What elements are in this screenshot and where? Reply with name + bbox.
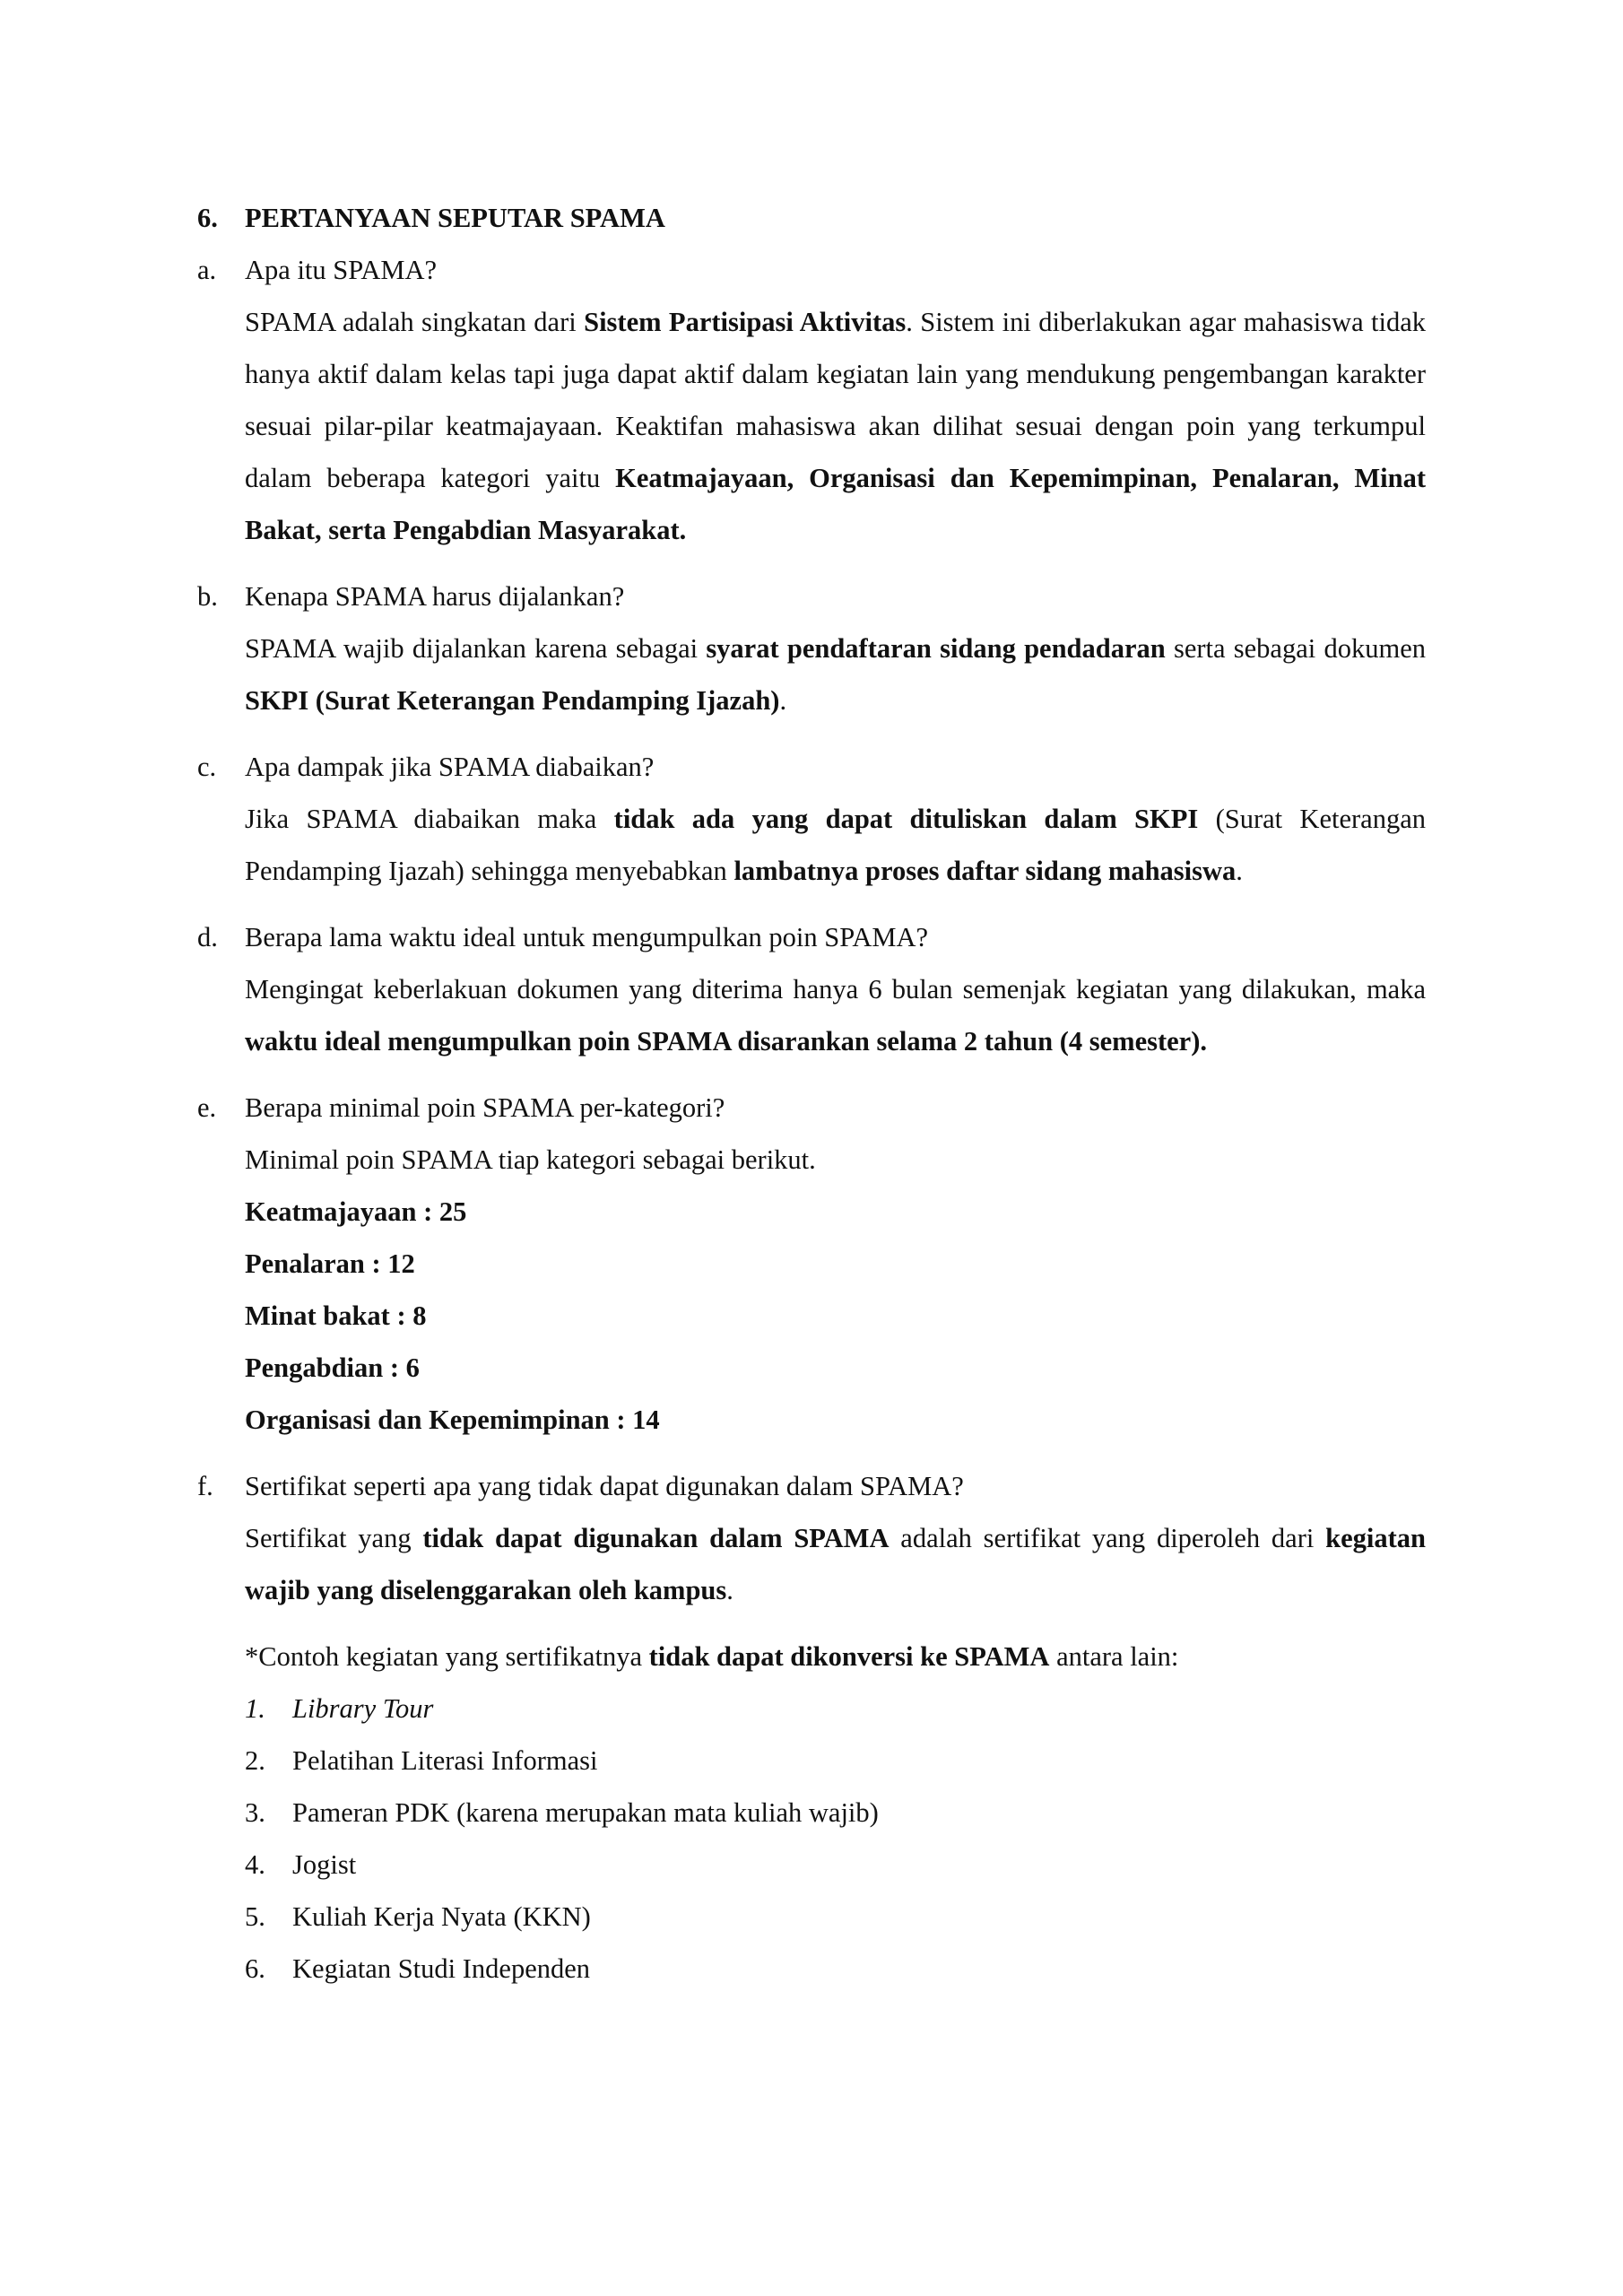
item-marker: a. <box>197 255 217 285</box>
answer-bold: lambatnya proses daftar sidang mahasiswa <box>733 856 1237 886</box>
example-item: 2. Pelatihan Literasi Informasi <box>245 1745 598 1776</box>
section-title: PERTANYAAN SEPUTAR SPAMA <box>245 203 665 233</box>
faq-item-c <box>197 741 1426 897</box>
answer-bold: tidak ada yang dapat dituliskan dalam SKPI <box>613 804 1199 834</box>
note-text: antara lain: <box>1049 1641 1179 1672</box>
section-heading <box>197 192 1426 244</box>
answer <box>245 296 1426 556</box>
answer-text: . <box>779 685 787 716</box>
note-bold: tidak dapat dikonversi ke SPAMA <box>648 1641 1050 1672</box>
answer-bold: syarat pendaftaran sidang pendadaran <box>706 633 1166 664</box>
example-item: 5. Kuliah Kerja Nyata (KKN) <box>245 1901 591 1932</box>
question: Apa itu SPAMA? <box>245 255 438 285</box>
answer-bold: kegiatan wajib yang diselenggarakan oleh kampus <box>245 1523 1426 1605</box>
faq-item-f <box>197 1460 1426 1995</box>
example-list <box>245 1683 1426 1995</box>
answer-text: . Sistem ini diberlakukan agar mahasiswa tidak hanya aktif dalam kelas tapi juga dapat aktif dalam kegiatan lain yang mendukung pengembangan karakter sesuai pilar-pilar keatmajayaan. Keaktifan mahasiswa akan dilihat sesuai dengan poin yang terkumpul dalam beberapa kategori yaitu <box>245 307 1426 493</box>
answer-text: Sertifikat yang <box>245 1523 423 1553</box>
example-item: 4. Jogist <box>245 1849 357 1880</box>
answer <box>245 793 1426 897</box>
answer-text: Jika SPAMA diabaikan maka <box>245 804 614 834</box>
answer-text: adalah sertifikat yang diperoleh dari <box>889 1523 1326 1553</box>
question: Apa dampak jika SPAMA diabaikan? <box>245 752 655 782</box>
answer-bold: tidak dapat digunakan dalam SPAMA <box>422 1523 890 1553</box>
section-number: 6. <box>197 203 218 233</box>
answer-text: Mengingat keberlakuan dokumen yang diterima hanya 6 bulan semenjak kegiatan yang dilakukan, maka <box>245 974 1426 1004</box>
faq-item-b <box>197 570 1426 726</box>
question: Berapa lama waktu ideal untuk mengumpulkan poin SPAMA? <box>245 922 929 952</box>
minimum-points-list <box>245 1186 1426 1446</box>
answer-text: SPAMA adalah singkatan dari <box>245 307 585 337</box>
example-item: 1. Library Tour <box>245 1693 434 1724</box>
answer <box>245 963 1426 1067</box>
answer-bold: Keatmajayaan, Organisasi dan Kepemimpinan, Penalaran, Minat Bakat, serta Pengabdian Masyarakat. <box>245 463 1426 545</box>
answer-text: SPAMA wajib dijalankan karena sebagai <box>245 633 707 664</box>
faq-item-a <box>197 244 1426 556</box>
faq-item-d <box>197 911 1426 1067</box>
answer-text: . <box>726 1575 733 1605</box>
answer-bold: Sistem Partisipasi Aktivitas <box>584 307 907 337</box>
minimum-point-penalaran: Penalaran : 12 <box>245 1248 415 1279</box>
minimum-point-keatmajayaan: Keatmajayaan : 25 <box>245 1196 467 1227</box>
answer-bold: waktu ideal mengumpulkan poin SPAMA disarankan selama 2 tahun (4 semester). <box>245 1026 1207 1057</box>
answer-text: (Surat Keterangan Pendamping Ijazah) sehingga menyebabkan <box>245 804 1426 886</box>
minimum-point-pengabdian: Pengabdian : 6 <box>245 1352 420 1383</box>
item-marker: f. <box>197 1471 213 1501</box>
note-text: *Contoh kegiatan yang sertifikatnya <box>245 1641 649 1672</box>
question: Kenapa SPAMA harus dijalankan? <box>245 581 625 612</box>
question: Sertifikat seperti apa yang tidak dapat digunakan dalam SPAMA? <box>245 1471 964 1501</box>
minimum-intro: Minimal poin SPAMA tiap kategori sebagai berikut. <box>245 1144 816 1175</box>
example-note <box>245 1631 1426 1683</box>
answer-text: . <box>1236 856 1243 886</box>
item-marker: b. <box>197 581 218 612</box>
question: Berapa minimal poin SPAMA per-kategori? <box>245 1092 725 1123</box>
item-marker: e. <box>197 1092 217 1123</box>
answer-text: serta sebagai dokumen <box>1165 633 1426 664</box>
item-marker: d. <box>197 922 218 952</box>
answer-bold: SKPI (Surat Keterangan Pendamping Ijazah) <box>245 685 780 716</box>
document-content <box>197 192 1426 1995</box>
answer <box>245 622 1426 726</box>
minimum-point-organisasi: Organisasi dan Kepemimpinan : 14 <box>245 1405 660 1435</box>
item-marker: c. <box>197 752 217 782</box>
faq-item-e <box>197 1082 1426 1446</box>
example-item: 3. Pameran PDK (karena merupakan mata kuliah wajib) <box>245 1797 879 1828</box>
example-item: 6. Kegiatan Studi Independen <box>245 1953 591 1984</box>
minimum-point-minat-bakat: Minat bakat : 8 <box>245 1300 427 1331</box>
answer <box>245 1512 1426 1616</box>
